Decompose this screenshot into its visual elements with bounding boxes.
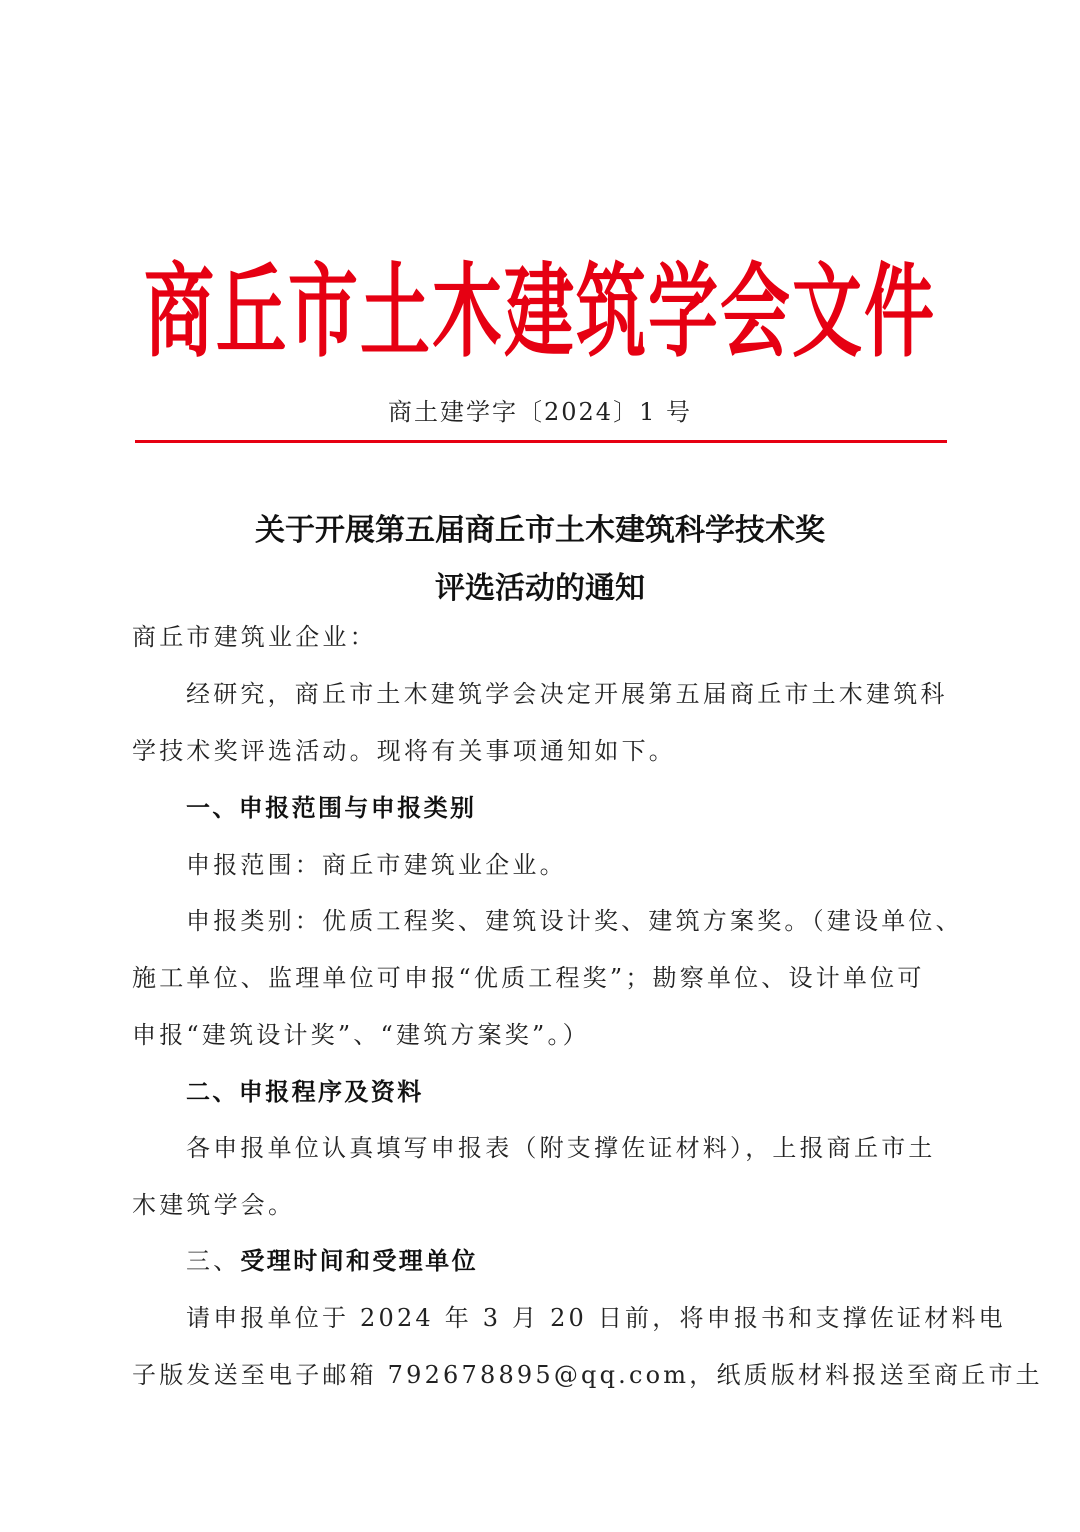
section-1-scope: 申报范围：商丘市建筑业企业。 [186, 851, 567, 879]
section-1-categories-line-2: 施工单位、监理单位可申报“优质工程奖”；勘察单位、设计单位可 [132, 964, 925, 992]
section-2-text-line-2: 木建筑学会。 [132, 1191, 296, 1219]
notice-title-line-1: 关于开展第五届商丘市土木建筑科学技术奖 [255, 513, 825, 548]
section-1-categories-line-1: 申报类别：优质工程奖、建筑设计奖、建筑方案奖。（建设单位、 [186, 907, 963, 935]
section-3-text-line-1: 请申报单位于 2024 年 3 月 20 日前，将申报书和支撑佐证材料电 [186, 1304, 1006, 1332]
intro-line-2: 学技术奖评选活动。现将有关事项通知如下。 [132, 737, 676, 765]
red-divider-line [135, 440, 947, 443]
section-3-text-line-2: 子版发送至电子邮箱 792678895@qq.com，纸质版材料报送至商丘市土 [132, 1361, 1043, 1389]
org-header-title: 商丘市土木建筑学会文件 [144, 252, 936, 372]
section-2-heading: 二、申报程序及资料 [186, 1078, 424, 1106]
section-2-text-line-1: 各申报单位认真填写申报表（附支撑佐证材料），上报商丘市土 [186, 1134, 936, 1162]
section-3-heading-text: 受理时间和受理单位 [240, 1247, 479, 1275]
section-1-heading: 一、申报范围与申报类别 [186, 794, 477, 822]
notice-title-line-2: 评选活动的通知 [435, 571, 645, 606]
section-3-heading-number: 三、 [186, 1247, 241, 1275]
salutation: 商丘市建筑业企业： [132, 623, 377, 651]
section-1-categories-line-3: 申报“建筑设计奖”、“建筑方案奖”。） [132, 1021, 590, 1049]
document-number: 商土建学字〔2024〕1 号 [388, 398, 692, 426]
intro-line-1: 经研究，商丘市土木建筑学会决定开展第五届商丘市土木建筑科 [186, 680, 948, 708]
section-3-heading [186, 1246, 952, 1276]
